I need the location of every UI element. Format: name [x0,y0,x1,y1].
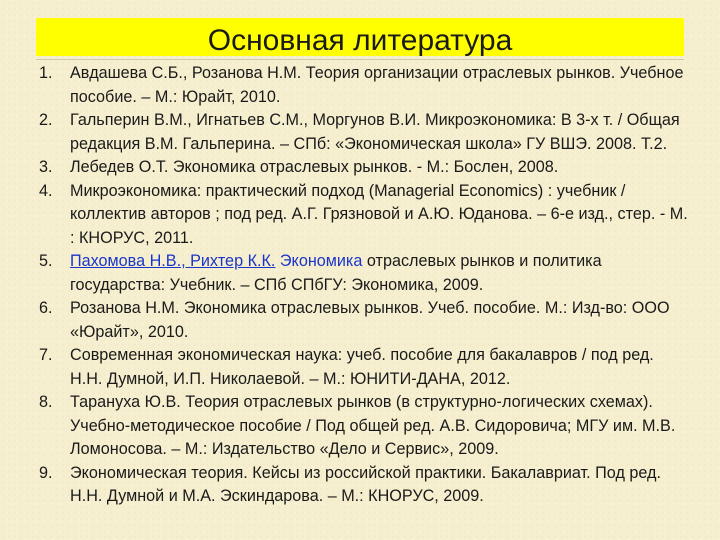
reference-text: Современная экономическая наука: учеб. пособие для бакалавров / под ред. Н.Н. Думной, И.П. Николаевой. – М.: ЮНИТИ-ДАНА, 2012. [70,346,654,388]
reference-item-4 [39,180,689,251]
reference-text: Гальперин В.М., Игнатьев С.М., Моргунов В.И. Микроэкономика: В 3-х т. / Общая редакция В.М. Гальперина. – СПб: «Экономическая школа» ГУ ВШЭ. 2008. Т.2. [70,111,680,153]
reference-number: 6. [39,299,53,317]
reference-item-9 [39,462,689,509]
reference-text [70,252,602,294]
reference-list [39,62,689,540]
reference-number: 7. [39,346,53,364]
reference-text: Розанова Н.М. Экономика отраслевых рынков. Учеб. пособие. М.: Изд-во: ООО «Юрайт», 2010. [70,299,670,341]
reference-text: Экономическая теория. Кейсы из российской практики. Бакалавриат. Под ред. Н.Н. Думной и М.А. Эскиндарова. – М.: КНОРУС, 2009. [70,463,661,505]
reference-item-3 [39,156,689,180]
reference-number: 5. [39,252,53,270]
reference-text: Тарануха Ю.В. Теория отраслевых рынков (в структурно-логических схемах). Учебно-методическое пособие / Под общей ред. А.В. Сидоровича; МГУ им. М.В. Ломоносова. – М.: Издательство «Дело и Сервис», 2009. [70,393,676,458]
reference-number: 4. [39,181,53,200]
reference-item-2 [39,109,689,156]
reference-item-7 [39,344,689,391]
reference-text: Микроэкономика: практический подход (Managerial Economics) : учебник / коллектив авторов ; под ред. А.Г. Грязновой и А.Ю. Юданова. – 6-е изд., стер. - М. : КНОРУС, 2011. [70,181,688,247]
reference-text-rest: отраслевых рынков и политика государства: Учебник. – СПб СПбГУ: Экономика, 2009. [70,252,602,294]
reference-text: Лебедев О.Т. Экономика отраслевых рынков. - М.: Бослен, 2008. [70,158,559,176]
slide-title: Основная литература [207,24,513,57]
reference-text: Авдашева С.Б., Розанова Н.М. Теория организации отраслевых рынков. Учебное пособие. – М.: Юрайт, 2010. [70,64,684,106]
reference-item-5 [39,250,689,297]
authors-link[interactable]: Пахомова Н.В., Рихтер К.К. [70,252,276,270]
reference-item-6 [39,297,689,344]
reference-item-8 [39,391,689,462]
reference-number: 2. [39,111,53,129]
reference-number: 3. [39,158,53,176]
reference-item-1 [39,62,689,109]
economics-link[interactable]: Экономика [279,252,363,270]
reference-number: 8. [39,393,53,411]
title-divider [36,59,684,60]
reference-number: 9. [39,463,53,482]
reference-number: 1. [39,64,53,82]
